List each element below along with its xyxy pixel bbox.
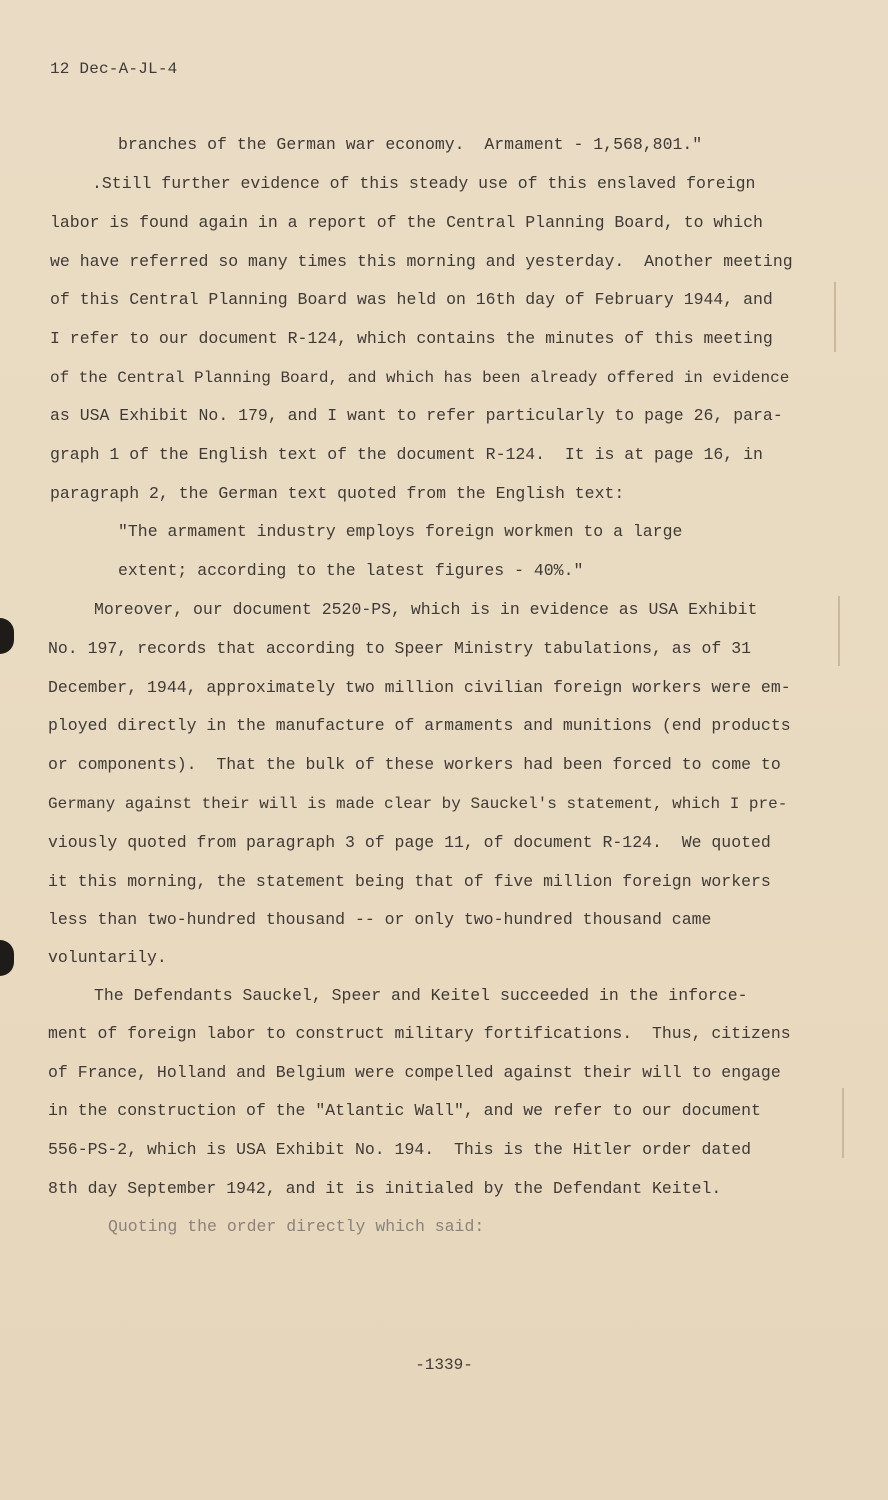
text-line-26: in the construction of the "Atlantic Wall", and we refer to our document (48, 1101, 761, 1120)
text-line-25: of France, Holland and Belgium were compelled against their will to engage (48, 1063, 781, 1082)
text-line-7: of the Central Planning Board, and which has been already offered in evidence (50, 369, 790, 387)
text-line-1: branches of the German war economy. Armament - 1,568,801." (118, 135, 703, 154)
text-line-5: of this Central Planning Board was held on 16th day of February 1944, and (50, 290, 773, 309)
text-line-19: viously quoted from paragraph 3 of page 11, of document R-124. We quoted (48, 833, 771, 852)
text-line-3: labor is found again in a report of the Central Planning Board, to which (50, 213, 763, 232)
text-line-15: December, 1944, approximately two million civilian foreign workers were em- (48, 678, 791, 697)
text-line-29: Quoting the order directly which said: (108, 1217, 485, 1236)
text-line-6: I refer to our document R-124, which contains the minutes of this meeting (50, 329, 773, 348)
text-line-18: Germany against their will is made clear by Sauckel's statement, which I pre- (48, 795, 788, 813)
document-code: 12 Dec-A-JL-4 (50, 60, 178, 78)
text-line-10: paragraph 2, the German text quoted from the English text: (50, 484, 625, 503)
binder-hole-top (0, 618, 14, 654)
page-number: -1339- (415, 1356, 473, 1374)
text-line-27: 556-PS-2, which is USA Exhibit No. 194. This is the Hitler order dated (48, 1140, 752, 1159)
margin-mark-3 (842, 1088, 844, 1158)
text-line-23: The Defendants Sauckel, Speer and Keitel succeeded in the inforce- (94, 986, 748, 1005)
text-line-2: .Still further evidence of this steady use of this enslaved foreign (92, 174, 756, 193)
text-line-4: we have referred so many times this morning and yesterday. Another meeting (50, 252, 793, 271)
text-line-8: as USA Exhibit No. 179, and I want to refer particularly to page 26, para- (50, 406, 783, 425)
text-line-21: less than two-hundred thousand -- or only two-hundred thousand came (48, 910, 712, 929)
text-line-14: No. 197, records that according to Speer Ministry tabulations, as of 31 (48, 639, 752, 658)
text-line-24: ment of foreign labor to construct military fortifications. Thus, citizens (48, 1024, 791, 1043)
text-line-9: graph 1 of the English text of the document R-124. It is at page 16, in (50, 445, 763, 464)
margin-mark-2 (838, 596, 840, 666)
quote-line-2: extent; according to the latest figures - 40%." (118, 561, 584, 580)
text-line-28: 8th day September 1942, and it is initialed by the Defendant Keitel. (48, 1179, 722, 1198)
binder-hole-bottom (0, 940, 14, 976)
text-line-13: Moreover, our document 2520-PS, which is in evidence as USA Exhibit (94, 600, 758, 619)
margin-mark-1 (834, 282, 836, 352)
quote-line-1: "The armament industry employs foreign workmen to a large (118, 522, 683, 541)
text-line-22: voluntarily. (48, 948, 167, 967)
text-line-16: ployed directly in the manufacture of armaments and munitions (end products (48, 716, 791, 735)
text-line-17: or components). That the bulk of these workers had been forced to come to (48, 755, 781, 774)
text-line-20: it this morning, the statement being that of five million foreign workers (48, 872, 771, 891)
